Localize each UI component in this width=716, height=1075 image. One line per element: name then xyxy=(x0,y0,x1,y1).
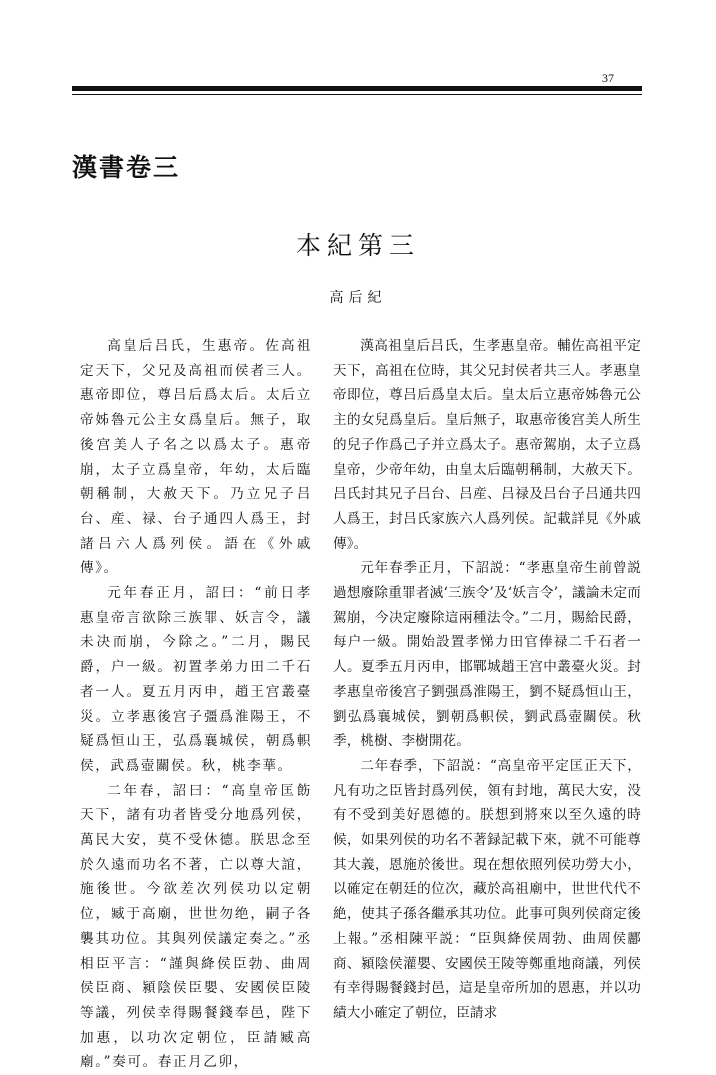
original-paragraph-2: 元年春正月，詔曰：“前日孝惠皇帝言欲除三族罪、妖言令，議未决而崩，今除之。”二月，賜民爵，户一級。初置孝弟力田二千石者一人。夏五月丙申，趙王宫叢臺災。立孝惠後宫子彊爲淮陽王，不疑爲恒山王，弘爲襄城侯，朝爲軹侯，武爲壺關侯。秋，桃李華。 xyxy=(80,585,312,774)
header-rule-thick xyxy=(72,86,642,91)
book-title: 漢書卷三 xyxy=(72,153,181,182)
translation-column xyxy=(333,334,641,1026)
header-rule-thin xyxy=(72,94,642,95)
translation-paragraph-1: 漢高祖皇后吕氏，生孝惠皇帝。輔佐高祖平定天下，高祖在位時，其父兄封侯者共三人。孝惠皇帝即位，尊吕后爲皇太后。皇太后立惠帝姊魯元公主的女兒爲皇后。皇后無子，取惠帝後宫美人所生的兒子作爲己子并立爲太子。惠帝駕崩，太子立爲皇帝，少帝年幼，由皇太后臨朝稱制，大赦天下。吕氏封其兄子吕台、吕産、吕禄及吕台子吕通共四人爲王，封吕氏家族六人爲列侯。記載詳見《外戚傳》。 xyxy=(333,338,641,552)
page-number: 37 xyxy=(602,71,614,85)
original-paragraph-1: 高皇后吕氏，生惠帝。佐高祖定天下，父兄及高祖而侯者三人。惠帝即位，尊吕后爲太后。太后立帝姊魯元公主女爲皇后。無子，取後宫美人子名之以爲太子。惠帝崩，太子立爲皇帝，年幼，太后臨朝稱制，大赦天下。乃立兄子吕台、産、禄、台子通四人爲王，封諸吕六人爲列侯。語在《外戚傳》。 xyxy=(80,338,312,577)
chapter-title: 本紀第三 xyxy=(295,231,420,260)
original-text-column xyxy=(80,334,312,1075)
original-paragraph-3: 二年春，詔曰：“高皇帝匡飭天下，諸有功者皆受分地爲列侯，萬民大安，莫不受休德。朕思念至於久遠而功名不著，亡以尊大誼，施後世。今欲差次列侯功以定朝位，臧于高廟，世世勿绝，嗣子各襲其功位。其與列侯議定奏之。”丞相臣平言：“謹與絳侯臣勃、曲周侯臣商、潁陰侯臣嬰、安國侯臣陵等議，列侯幸得賜餐錢奉邑，陛下加惠，以功次定朝位，臣請臧高廟。”奏可。春正月乙卯， xyxy=(80,782,312,1071)
translation-paragraph-3: 二年春季，下詔説：“高皇帝平定匡正天下，凡有功之臣皆封爲列侯，領有封地，萬民大安，没有不受到美好恩德的。朕想到將來以至久遠的時候，如果列侯的功名不著録記載下來，就不可能尊其大義，恩施於後世。現在想依照列侯功勞大小，以確定在朝廷的位次，藏於高祖廟中，世世代代不絶，使其子孫各繼承其功位。此事可與列侯商定後上報。”丞相陳平説：“臣與絳侯周勃、曲周侯酈商、潁陰侯灌嬰、安國侯王陵等鄭重地商議，列侯有幸得賜餐錢封邑，這是皇帝所加的恩惠，并以功績大小確定了朝位，臣請求 xyxy=(333,757,641,1021)
section-title: 高后紀 xyxy=(329,290,387,306)
translation-paragraph-2: 元年春季正月，下詔説：“孝惠皇帝生前曾説過想廢除重罪者滅‘三族令’及‘妖言令’，議論未定而駕崩，今决定廢除這兩種法令。”二月，賜給民爵，每户一級。開始設置孝悌力田官俸禄二千石者一人。夏季五月丙申，邯鄲城趙王宫中叢臺火災。封孝惠皇帝後宫子劉强爲淮陽王，劉不疑爲恒山王，劉弘爲襄城侯，劉朝爲軹侯，劉武爲壺關侯。秋季，桃樹、李樹開花。 xyxy=(333,560,641,750)
